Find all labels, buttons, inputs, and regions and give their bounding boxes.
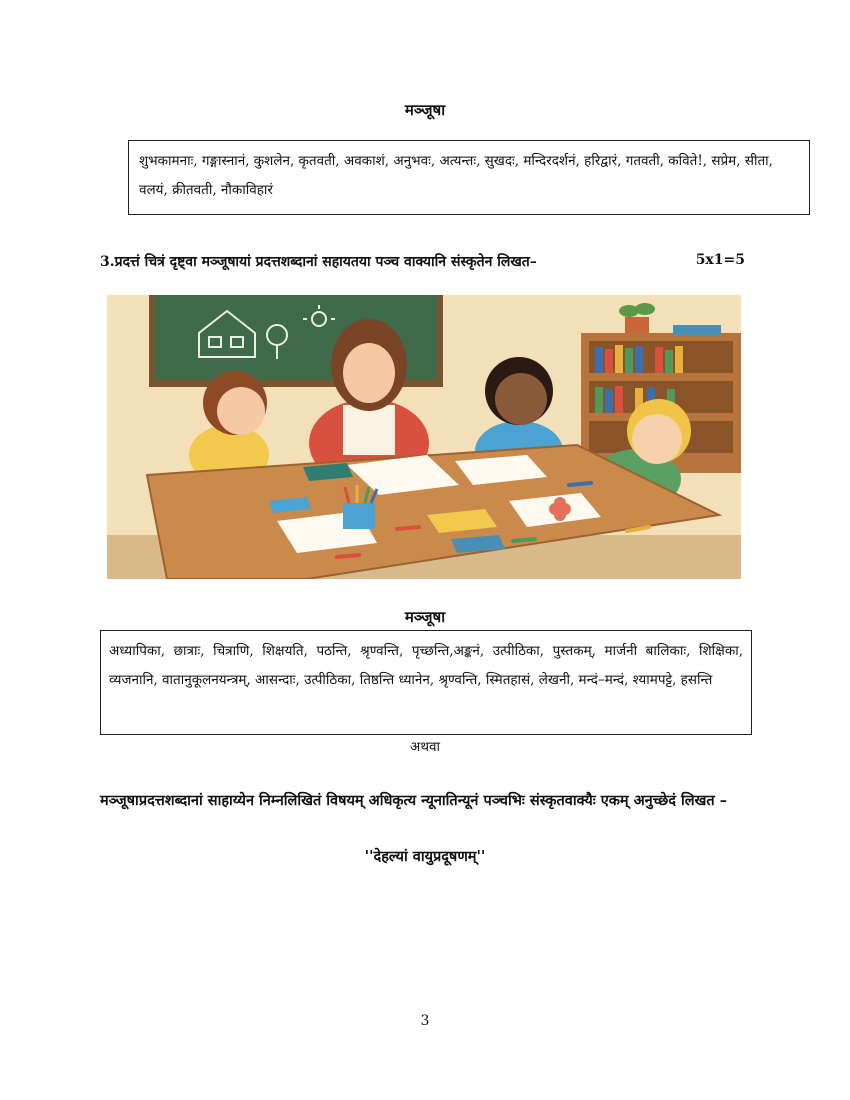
question-3-marks: 5x1=5 [695,252,745,268]
page-number: 3 [420,1013,430,1029]
word-box-2 [100,630,752,735]
question-3-text: 3.प्रदत्तं चित्रं दृष्ट्वा मञ्जूषायां प्रदत्तशब्दानां सहायतया पञ्च वाक्यानि संस्कृतेन लिखत– [100,254,537,270]
word-box-1-text: शुभकामनाः, गङ्गास्नानं, कुशलेन, कृतवती, अवकाशं, अनुभवः, अत्यन्तः, सुखदः, मन्दिरदर्शनं, हरिद्वारं, गतवती, कविते!, सप्रेम, सीता, वलयं, क्रीतवती, नौकाविहारं [139,153,773,198]
question-3 [100,252,745,271]
paragraph-topic: ''देहल्यां वायुप्रदूषणम्'' [364,848,486,865]
word-box-1 [128,140,810,215]
manjusha-heading-1: मञ्जूषा [404,101,446,119]
athava-label: अथवा [410,739,440,755]
word-box-2-text: अध्यापिका, छात्राः, चित्राणि, शिक्षयति, पठन्ति, श्रृण्वन्ति, पृच्छन्ति,अङ्कनं, उत्पीठिका, पुस्तकम्, मार्जनी बालिकाः, शिक्षिका, व्यजनानि, वातानुकूलनयन्त्रम्, आसन्दाः, उत्पीठिका, तिष्ठन्ति ध्यानेन, श्रृण्वन्ति, स्मितहासं, लेखनी, मन्दं–मन्दं, श्यामपट्टे, हसन्ति [109,643,743,688]
manjusha-heading-2: मञ्जूषा [404,608,446,626]
paragraph-instruction: मञ्जूषाप्रदत्तशब्दानां साहाय्येन निम्नलिखितं विषयम् अधिकृत्य न्यूनातिन्यूनं पञ्चभिः संस्कृतवाक्यैः एकम् अनुच्छेदं लिखत – [100,792,727,809]
classroom-illustration [107,295,741,579]
